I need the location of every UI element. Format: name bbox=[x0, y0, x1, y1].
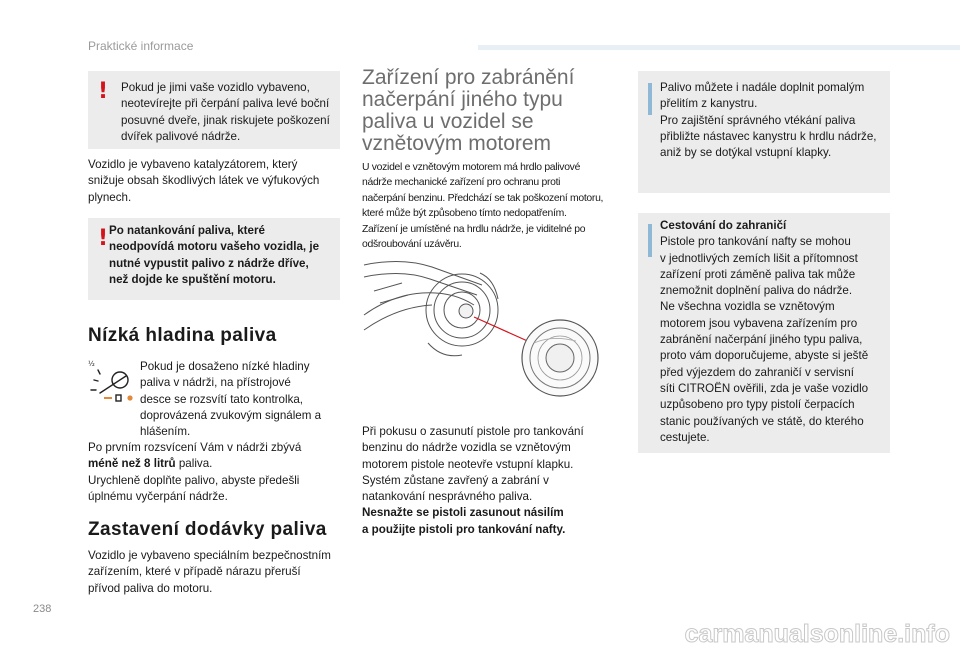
low-fuel-text: Pokud je dosaženo nízké hladiny paliva v nádrži, na přístrojové desce se rozsvítí tato kontrolka, doprovázená zvukovým signálem a hlášením. bbox=[140, 360, 322, 439]
warning-box-wrong-fuel bbox=[88, 218, 340, 300]
misfuel-text: Při pokusu o zasunutí pistole pro tankování benzinu do nádrže vozidla se vznětovým motorem pistole neotevře vstupní klapku. Systém zůstane zavřený a zabrání v natankování nesprávného paliva. Nesnažte se pistoli zasunout násilím a použijte pistoli pro tankování nafty. bbox=[362, 425, 584, 536]
heading-misfuel-device: Zařízení pro zabránění načerpání jiného typu paliva u vozidel se vznětovým motorem bbox=[362, 66, 575, 155]
info-box-canister bbox=[638, 71, 890, 193]
warning-text: Pokud je jimi vaše vozidlo vybaveno, neotevírejte při čerpání paliva levé boční posuvné dveře, jinak riskujete poškození dvířek palivové nádrže. bbox=[121, 81, 330, 143]
catalyst-paragraph: Vozidlo je vybaveno katalyzátorem, který snižuje obsah škodlivých látek ve výfukových plynech. bbox=[88, 158, 320, 204]
remaining-fuel-paragraph: Po prvním rozsvícení Vám v nádrži zbývá méně než 8 litrů paliva. Urychleně doplňte palivo, abyste předešli úplnému vyčerpání nádrže. bbox=[88, 441, 302, 503]
watermark bbox=[565, 618, 955, 648]
info-box-travel-abroad bbox=[638, 213, 890, 453]
fuel-cutoff-text: Vozidlo je vybaveno speciálním bezpečnostním zařízením, které v případě nárazu přeruší přívod paliva do motoru. bbox=[88, 549, 331, 595]
warning-icon: ! bbox=[98, 226, 109, 251]
page-number: 238 bbox=[33, 603, 52, 615]
info-bar bbox=[648, 224, 652, 257]
watermark-text: carmanualsonline.info bbox=[684, 620, 950, 648]
misfuel-intro: U vozidel e vznětovým motorem má hrdlo palivové nádrže mechanické zařízení pro ochranu proti načerpání benzinu. Předchází se tak poškození motoru, které může být způsobeno tímto nedopatřením. Zařízení je umístěné na hrdlu nádrže, je viditelné po odšroubování uzávěru. bbox=[362, 162, 604, 251]
section-title: Praktické informace bbox=[88, 39, 194, 53]
info-text: Palivo můžete i nadále doplnit pomalým přelitím z kanystru. Pro zajištění správného vtékání paliva přibližte nástavec kanystru k hrdlu nádrže, aniž by se dotýkal vstupní klapky. bbox=[660, 81, 877, 160]
info-bar bbox=[648, 83, 652, 115]
warning-text: Po natankování paliva, které neodpovídá motoru vašeho vozidla, je nutné vypustit palivo z nádrže dříve, než dojde ke spuštění motoru. bbox=[109, 224, 320, 286]
heading-fuel-cutoff: Zastavení dodávky paliva bbox=[88, 519, 327, 540]
warning-icon: ! bbox=[98, 79, 109, 104]
warning-box-doors bbox=[88, 71, 340, 149]
info-title: Cestování do zahraničí bbox=[660, 219, 787, 232]
remaining-amount: méně než 8 litrů bbox=[88, 457, 176, 471]
heading-low-fuel: Nízká hladina paliva bbox=[88, 325, 277, 346]
svg-text:½: ½ bbox=[88, 360, 95, 368]
fuel-filler-illustration bbox=[362, 255, 612, 400]
header-bar bbox=[478, 45, 960, 50]
info-text: Cestování do zahraničí Pistole pro tankování nafty se mohou v jednotlivých zemích lišit a přítomnost zařízení proti záměně paliva tak může znemožnit doplnění paliva do nádrže. Ne všechna vozidla se vznětovým motorem jsou vybavena zařízením pro zabránění načerpání jiného typu paliva, proto vám doporučujeme, abyste si ještě před výjezdem do zahraničí v servisní síti CITROËN ověřili, zda je vaše vozidlo uzpůsobeno pro typy pistolí čerpacích stanic používaných ve státě, do kterého cestujete. bbox=[660, 219, 869, 444]
fuel-gauge-icon bbox=[86, 358, 138, 404]
